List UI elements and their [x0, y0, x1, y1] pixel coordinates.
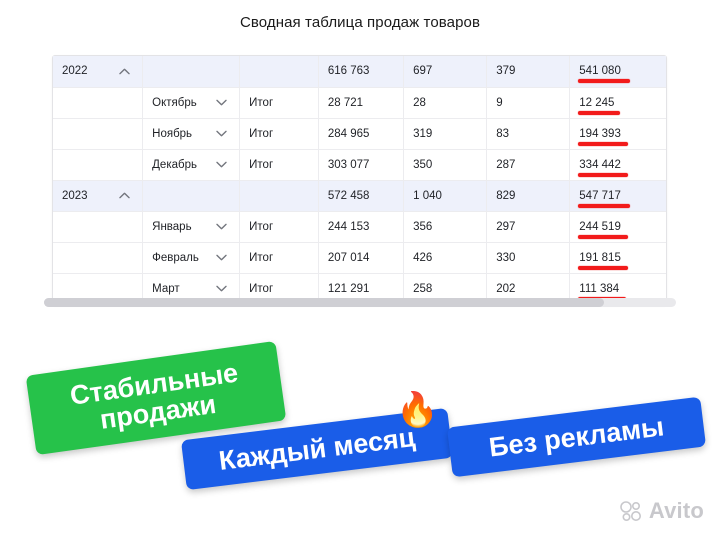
- chevron-down-icon[interactable]: [213, 125, 230, 142]
- cell-count2: 83: [487, 118, 570, 149]
- cell-month: [143, 56, 240, 87]
- highlight-marker: [578, 111, 620, 115]
- page-title: Сводная таблица продаж товаров: [239, 14, 481, 31]
- cell-group: [53, 211, 143, 242]
- cell-month[interactable]: [143, 211, 240, 242]
- sales-table-panel: [52, 55, 667, 305]
- cell-count2: 9: [487, 87, 570, 118]
- cell-total-label: [240, 180, 319, 211]
- cell-revenue: 572 458: [318, 180, 403, 211]
- cell-revenue: 28 721: [318, 87, 403, 118]
- chevron-down-icon[interactable]: [213, 94, 230, 111]
- cell-group[interactable]: [53, 56, 143, 87]
- cell-profit: [570, 211, 666, 242]
- month-label: Ноябрь: [152, 127, 193, 140]
- cell-profit: [570, 180, 666, 211]
- chevron-down-icon[interactable]: [213, 280, 230, 297]
- cell-profit: [570, 118, 666, 149]
- profit-value: 191 815: [579, 251, 621, 264]
- chevron-down-icon[interactable]: [213, 218, 230, 235]
- avito-watermark: [619, 498, 704, 524]
- table-row[interactable]: [53, 149, 666, 180]
- month-label: Январь: [152, 220, 192, 233]
- cell-month[interactable]: [143, 118, 240, 149]
- cell-group[interactable]: [53, 180, 143, 211]
- cell-count2: 330: [487, 242, 570, 273]
- scrollbar-thumb[interactable]: [44, 298, 604, 307]
- table-row[interactable]: [53, 242, 666, 273]
- cell-count2: 297: [487, 211, 570, 242]
- cell-group: [53, 87, 143, 118]
- highlight-marker: [578, 235, 628, 239]
- profit-value: 111 384: [579, 282, 620, 295]
- cell-profit: [570, 87, 666, 118]
- year-label: 2023: [62, 189, 88, 202]
- cell-count1: 319: [404, 118, 487, 149]
- year-label: 2022: [62, 65, 88, 78]
- cell-revenue: 207 014: [318, 242, 403, 273]
- cell-profit: [570, 149, 666, 180]
- cell-count1: 697: [404, 56, 487, 87]
- cell-count1: 356: [404, 211, 487, 242]
- badge-every-month: Каждый месяц: [181, 408, 453, 490]
- table-row[interactable]: [53, 56, 666, 87]
- profit-value: 334 442: [579, 158, 621, 171]
- cell-count2: 202: [487, 273, 570, 304]
- profit-value: 194 393: [579, 127, 621, 140]
- cell-month: [143, 180, 240, 211]
- chevron-down-icon[interactable]: [213, 249, 230, 266]
- chevron-down-icon[interactable]: [213, 156, 230, 173]
- table-row[interactable]: [53, 87, 666, 118]
- cell-total-label: Итог: [240, 242, 319, 273]
- table-row[interactable]: [53, 118, 666, 149]
- profit-value: 244 519: [579, 220, 621, 233]
- highlight-marker: [578, 142, 628, 146]
- cell-count1: 1 040: [404, 180, 487, 211]
- cell-count1: 28: [404, 87, 487, 118]
- cell-profit: [570, 242, 666, 273]
- cell-revenue: 616 763: [318, 56, 403, 87]
- cell-revenue: 284 965: [318, 118, 403, 149]
- month-label: Декабрь: [152, 158, 197, 171]
- badge-stable-sales: Стабильные продажи: [26, 341, 287, 455]
- cell-month[interactable]: [143, 242, 240, 273]
- cell-month[interactable]: [143, 149, 240, 180]
- cell-group: [53, 118, 143, 149]
- table-row[interactable]: [53, 211, 666, 242]
- profit-value: 547 717: [579, 189, 621, 202]
- cell-revenue: 121 291: [318, 273, 403, 304]
- chevron-up-icon[interactable]: [116, 63, 133, 80]
- cell-count2: 829: [487, 180, 570, 211]
- cell-total-label: Итог: [240, 87, 319, 118]
- fire-emoji-icon: 🔥: [394, 388, 441, 432]
- cell-group: [53, 242, 143, 273]
- profit-value: 541 080: [579, 65, 621, 78]
- avito-logo-icon: [619, 499, 643, 523]
- table-row[interactable]: [53, 180, 666, 211]
- cell-group: [53, 149, 143, 180]
- cell-total-label: Итог: [240, 118, 319, 149]
- sales-table: [53, 56, 666, 304]
- cell-count1: 426: [404, 242, 487, 273]
- cell-profit: [570, 56, 666, 87]
- avito-watermark-text: Avito: [648, 498, 704, 523]
- cell-count2: 379: [487, 56, 570, 87]
- cell-total-label: Итог: [240, 211, 319, 242]
- cell-month[interactable]: [143, 87, 240, 118]
- highlight-marker: [578, 173, 628, 177]
- badge-no-ads: Без рекламы: [447, 397, 706, 478]
- month-label: Март: [152, 282, 180, 295]
- horizontal-scrollbar[interactable]: [44, 298, 676, 307]
- highlight-marker: [578, 204, 630, 208]
- month-label: Октябрь: [152, 96, 197, 109]
- cell-revenue: 303 077: [318, 149, 403, 180]
- highlight-marker: [578, 79, 630, 83]
- cell-revenue: 244 153: [318, 211, 403, 242]
- profit-value: 12 245: [579, 96, 615, 109]
- cell-count1: 350: [404, 149, 487, 180]
- cell-count1: 258: [404, 273, 487, 304]
- highlight-marker: [578, 266, 628, 270]
- chevron-up-icon[interactable]: [116, 187, 133, 204]
- month-label: Февраль: [152, 251, 199, 264]
- cell-total-label: [240, 56, 319, 87]
- cell-total-label: Итог: [240, 149, 319, 180]
- cell-count2: 287: [487, 149, 570, 180]
- cell-total-label: Итог: [240, 273, 319, 304]
